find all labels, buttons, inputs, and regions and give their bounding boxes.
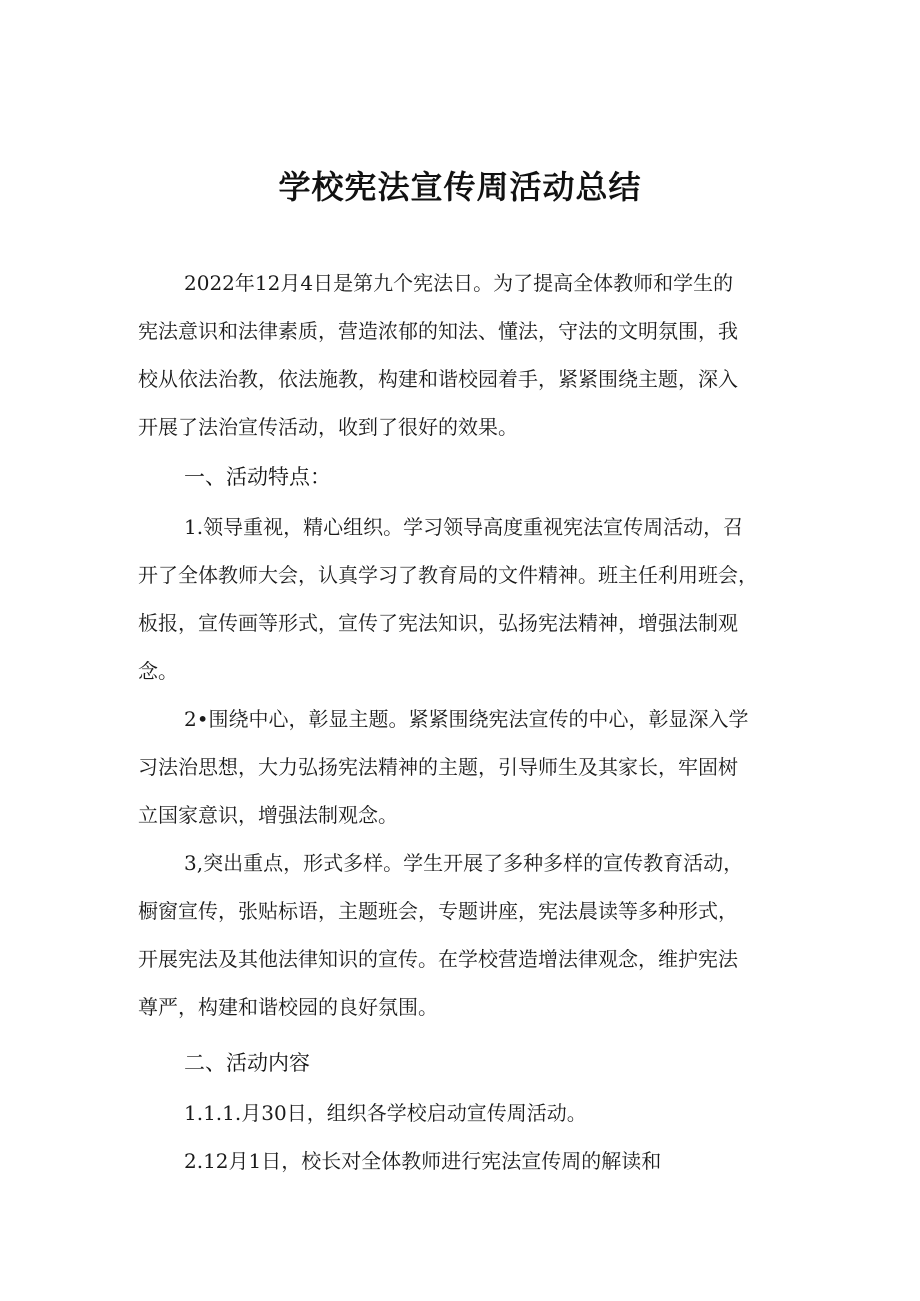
paragraph-line: 板报，宣传画等形式，宣传了宪法知识，弘扬宪法精神，增强法制观 — [138, 611, 738, 635]
paragraph-line: 2022年12月4日是第九个宪法日。为了提高全体教师和学生的 — [184, 271, 734, 295]
paragraph-line: 习法治思想，大力弘扬宪法精神的主题，引导师生及其家长，牢固树 — [138, 755, 738, 779]
section-heading: 一、活动特点： — [184, 465, 331, 489]
paragraph-line: 尊严，构建和谐校园的良好氛围。 — [138, 995, 438, 1019]
paragraph-line: 校从依法治教，依法施教，构建和谐校园着手，紧紧围绕主题，深入 — [138, 367, 738, 391]
paragraph-line: 念。 — [138, 659, 178, 683]
paragraph-line: 1.1.1.月30日，组织各学校启动宣传周活动。 — [184, 1101, 587, 1125]
section-heading: 二、活动内容 — [184, 1051, 310, 1075]
paragraph-line: 1.领导重视，精心组织。学习领导高度重视宪法宣传周活动，召 — [184, 515, 744, 539]
paragraph-line: 2.12月1日，校长对全体教师进行宪法宣传周的解读和 — [184, 1149, 662, 1173]
paragraph-line: 橱窗宣传，张贴标语，主题班会，专题讲座，宪法晨读等多种形式， — [138, 899, 738, 923]
document-title: 学校宪法宣传周活动总结 — [278, 168, 642, 206]
paragraph-line: 立国家意识，增强法制观念。 — [138, 803, 398, 827]
paragraph-line: 开展宪法及其他法律知识的宣传。在学校营造增法律观念，维护宪法 — [138, 947, 738, 971]
paragraph-line: 开了全体教师大会，认真学习了教育局的文件精神。班主任利用班会， — [138, 563, 758, 587]
paragraph-line: 3,突出重点，形式多样。学生开展了多种多样的宣传教育活动， — [184, 851, 744, 875]
paragraph-line: 开展了法治宣传活动，收到了很好的效果。 — [138, 415, 518, 439]
paragraph-line: 宪法意识和法律素质，营造浓郁的知法、懂法，守法的文明氛围，我 — [138, 319, 738, 343]
paragraph-line: 2•围绕中心，彰显主题。紧紧围绕宪法宣传的中心，彰显深入学 — [184, 707, 749, 731]
